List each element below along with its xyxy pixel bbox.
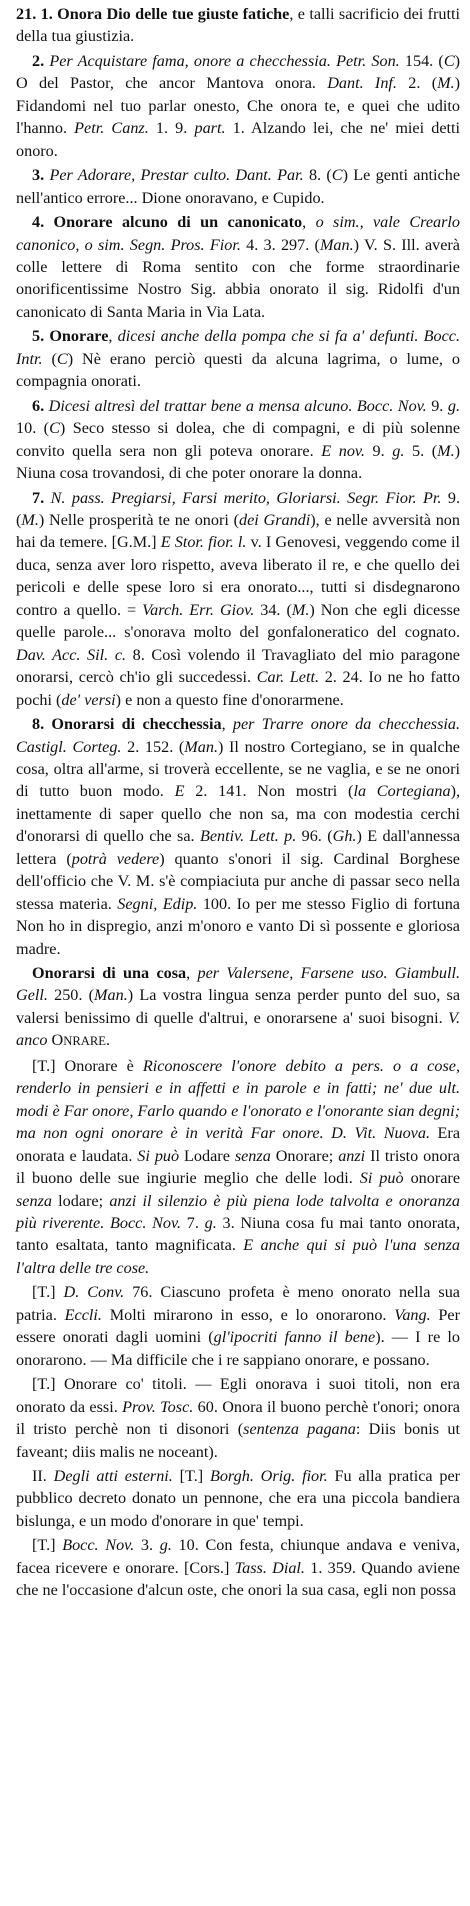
entry-citation: Gh. (332, 827, 357, 846)
entry-text: ), e nelle avversità non hai da temere. [G.M.] (16, 510, 460, 552)
entry-text: 8. Così volendo il Travagliato del mio paragone onorarsi, cercò ch'io gli succedessi. (16, 645, 460, 687)
entry-citation: Man. (319, 235, 354, 254)
entry-headword: 8. Onorarsi di checchessia (32, 715, 222, 734)
entry-paragraph (16, 164, 460, 209)
entry-text: 250. ( (47, 986, 95, 1005)
entry-citation: Tass. Dial. (234, 1558, 305, 1577)
entry-citation: Varch. Err. Giov. (142, 600, 255, 619)
entry-text: 10. Con festa, chiunque andava e veniva, facea ricevere e onorare. [Cors.] (16, 1536, 461, 1577)
entry-text: , (186, 964, 198, 983)
entry-paragraph (16, 1055, 460, 1280)
entry-text: ) Non che egli dicesse quelle parole... s'onorava molto del gonfaloneratico del cognato. (16, 600, 461, 642)
entry-paragraph (16, 962, 460, 1053)
entry-text: , (108, 327, 118, 346)
entry-text: ( (42, 349, 57, 368)
entry-citation: senza (234, 1146, 271, 1165)
entry-paragraph (16, 325, 460, 392)
entry-headword: Onorarsi di una cosa (32, 964, 187, 983)
entry-paragraph (16, 1534, 460, 1601)
entry-text: , e talli sacrificio dei frutti della tua giustizia. (16, 5, 460, 46)
entry-citation: gl'ipocriti fanno il bene (213, 1328, 376, 1347)
entry-text: [T.] (32, 1536, 63, 1555)
entry-text: 1. 9. (148, 119, 195, 138)
entry-citation: Eccli. (64, 1305, 102, 1324)
entry-text: ), inettamente di saper quello che non sa, ma con modestia cerchi d'onorarsi di quello che sa. (16, 782, 460, 846)
entry-text: Onorare; (270, 1146, 339, 1165)
entry-text: 10. ( (16, 419, 50, 438)
entry-text: [T.] (32, 1283, 64, 1302)
entry-citation: C (443, 51, 455, 70)
entry-paragraph (16, 50, 460, 162)
entry-citation: Car. Lett. (256, 668, 320, 687)
entry-text: ). — I re lo onorarono. — Ma difficile che i re sappiano onorare, e possano. (16, 1328, 460, 1369)
entry-citation: anzi (338, 1146, 366, 1165)
entry-citation: Segni, Edip. (117, 894, 198, 913)
entry-citation: g. (159, 1536, 172, 1555)
entry-headword: 6. (32, 396, 49, 415)
entry-citation: dei Grandi (239, 510, 311, 529)
entry-citation: Prov. Tosc. (122, 1397, 194, 1416)
entry-citation: Dant. Inf. (327, 74, 397, 93)
entry-text: Il tristo onora il buono delle sue ingiurie meglio che delle lodi. (16, 1146, 460, 1188)
entry-text: 9. ( (16, 488, 461, 529)
entry-headword: 5. Onorare (32, 327, 109, 346)
entry-column (16, 3, 460, 1602)
entry-text: 100. Io per me stesso Figlio di fortuna Non ho in dispregio, anzi m'onoro e vanto Di sì possente e gloriosa madre. (16, 894, 460, 958)
entry-headword: 2. (32, 51, 50, 70)
entry-text: 5. ( (404, 441, 438, 460)
entry-headword: 3. (32, 166, 50, 185)
entry-citation: Bentiv. Lett. p. (199, 827, 297, 846)
entry-citation: E anche qui si può l'una senza l'altra delle tre cose. (16, 1236, 460, 1277)
entry-text: ) Le genti antiche nell'antico errore... Dione onoravano, e Cupido. (16, 166, 461, 207)
entry-citation: dicesi anche della pompa che si fa a' defunti. Bocc. Intr. (16, 327, 461, 368)
entry-citation: E (174, 782, 185, 801)
entry-text: . (106, 1031, 111, 1050)
entry-citation: Si può (137, 1146, 180, 1165)
entry-text: 3. (134, 1536, 160, 1555)
entry-text: ) O del Pastor, che ancor Mantova onora. (16, 51, 461, 93)
entry-text: 34. ( (254, 600, 292, 619)
entry-citation: per Valersene, Farsene uso. Giambull. Gell. (16, 964, 460, 1005)
entry-text: ) E dall'annessa lettera ( (16, 827, 461, 868)
entry-text: 1. 359. Quando aviene che ne l'occasione d'alcun oste, che onori la sua casa, egli non possa (16, 1558, 460, 1600)
entry-text: 154. ( (399, 51, 444, 70)
entry-text: 7. (181, 1214, 205, 1233)
entry-citation: M. (437, 441, 455, 460)
entry-text: NRARE (63, 1034, 107, 1049)
entry-citation: N. pass. Pregiarsi, Farsi merito, Gloriarsi. Segr. Fior. Pr. (50, 488, 442, 507)
entry-text: [T.] Onorare co' titoli. — Egli onorava i suoi titoli, non era onorato da essi. (16, 1375, 460, 1416)
entry-citation: o sim., vale Crearlo canonico, o sim. Segn. Pros. Fior. (16, 213, 461, 254)
entry-paragraph (16, 395, 460, 485)
entry-text: ) La vostra lingua senza perder punto del suo, sa valersi benissimo di quelle d'altrui, e onorarsene a' suoi bisogni. (16, 986, 461, 1027)
entry-citation: la Cortegiana (353, 782, 451, 801)
entry-headword: 7. (32, 488, 51, 507)
entry-citation: Borgh. Orig. fior. (209, 1467, 328, 1485)
entry-citation: Riconoscere l'onore debito a pers. o a cose, renderlo in pensieri e in affetti e in parole e in fatti; ne' due ult. modi è Far onore, Farlo quando e l'onorato e l'onorante sian degni; ma non ogni onorare è in verità Far onore. D. Vit. Nuova. (16, 1056, 460, 1143)
entry-text: ) quanto s'onori il sig. Cardinal Borghese dell'officio che V. M. s'è compiaciuta pur anche di passar seco nella stessa materia. (16, 849, 460, 913)
entry-paragraph (16, 1373, 460, 1463)
entry-text: Lodare (179, 1146, 235, 1165)
entry-citation: E Stor. fior. l. (160, 533, 247, 552)
entry-text: : Diis bonis ut faveant; diis malis ne noceant). (16, 1420, 460, 1461)
entry-citation: D. Conv. (63, 1283, 125, 1302)
entry-text: 2. ( (396, 74, 438, 93)
entry-citation: M. (437, 74, 455, 93)
entry-text: ) V. S. Ill. averà colle lettere di Roma sentito con che forme straordinarie onorificentissime Nostro Sig. abbia onorato il sig. Ridolfi d'un canonicato di Santa Maria in Via Lata. (16, 235, 460, 321)
entry-text: 96. ( (296, 827, 333, 846)
entry-text: ) Seco stesso si dolea, che di compagni, e di più solenne convito quella sera non gli poteva onorare. (16, 419, 461, 460)
entry-citation: Bocc. Nov. (62, 1536, 135, 1555)
entry-text: 9. (364, 441, 393, 460)
entry-text: Era onorata e laudata. (16, 1124, 461, 1165)
entry-citation: E nov. (321, 441, 365, 460)
entry-text: 60. Onora il buono perchè t'onori; onora il tristo perchè non ti disonori ( (16, 1397, 460, 1439)
entry-citation: senza (16, 1191, 52, 1210)
entry-paragraph (16, 1281, 460, 1371)
entry-citation: C (56, 349, 68, 368)
entry-paragraph (16, 487, 460, 712)
entry-text: 4. 3. 297. ( (240, 235, 320, 254)
entry-citation: per Trarre onore da checchessia. Castigl. Corteg. (16, 715, 461, 756)
entry-text: Molti mirarono in esso, e lo onorarono. (101, 1305, 395, 1324)
entry-citation: Si può (359, 1169, 404, 1188)
entry-citation: anzi il silenzio è più piena lode talvolta e onoranza più riverente. Bocc. Nov. (16, 1191, 460, 1233)
entry-citation: g. (392, 441, 405, 460)
entry-citation: potrà vedere (71, 849, 160, 868)
entry-citation: Man. (184, 737, 218, 756)
entry-paragraph (16, 211, 460, 323)
entry-citation: Dav. Acc. Sil. c. (16, 645, 127, 664)
entry-citation: Petr. Canz. (74, 119, 149, 138)
entry-paragraph (16, 1465, 460, 1532)
entry-text: 8. ( (303, 166, 332, 185)
entry-headword: 21. 1. Onora Dio delle tue giuste fatiche (16, 5, 290, 23)
entry-text: Per essere onorati dagli uomini ( (16, 1305, 460, 1347)
entry-citation: Per Adorare, Prestar culto. Dant. Par. (49, 166, 304, 185)
entry-text: 1. Alzando lei, che ne' miei detti onoro. (16, 119, 461, 160)
entry-citation: M. (21, 510, 39, 529)
entry-citation: part. (194, 119, 226, 138)
entry-text: lodare; (51, 1191, 110, 1210)
entry-text: 2. 24. Io ne ho fatto pochi ( (16, 668, 461, 709)
entry-text: 9. (426, 396, 448, 415)
entry-text: ) Fidandomi nel tuo parlar onesto, Che onora te, e quei che udito l'hanno. (16, 74, 460, 138)
entry-text: 2. 141. Non mostri ( (184, 782, 354, 801)
entry-text: , (302, 213, 316, 232)
entry-citation: Degli atti esterni. (53, 1467, 173, 1485)
entry-text: , (221, 715, 233, 734)
entry-citation: de' versi (61, 690, 116, 709)
entry-citation: C (331, 166, 343, 185)
entry-citation: Dicesi altresì del trattar bene a mensa alcuno. Bocc. Nov. (48, 396, 427, 415)
entry-citation: g. (204, 1214, 217, 1233)
entry-citation: Vang. (394, 1305, 431, 1324)
entry-text: ) Nelle prosperità te ne onori ( (38, 510, 239, 529)
entry-text: ) Niuna cosa trovandosi, di che poter onorare la donna. (16, 441, 461, 483)
entry-text: O (47, 1031, 64, 1050)
entry-text: [T.] Onorare è (32, 1056, 143, 1075)
entry-text: II. (32, 1467, 54, 1485)
entry-text: ) Nè erano perciò questi da alcuna lagrima, o lume, o compagnia onorati. (16, 349, 460, 391)
entry-text: 3. Niuna cosa fu mai tanto onorata, tanto esaltata, tanto magnificata. (16, 1214, 460, 1255)
entry-headword: 4. Onorare alcuno di un canonicato (32, 213, 303, 232)
entry-text: onorare (403, 1169, 461, 1188)
entry-paragraph (16, 713, 460, 960)
entry-paragraph (16, 3, 460, 48)
entry-citation: Man. (94, 986, 128, 1005)
entry-citation: C (49, 419, 60, 438)
entry-text: ) e non a questo fine d'onorarmene. (115, 690, 344, 709)
entry-text: ) Il nostro Cortegiano, se in qualche cosa, oltra all'arme, si troverà eccellente, se ne vaglia, e se ne onori di tutto buon modo. (16, 737, 460, 801)
entry-citation: V. anco (16, 1008, 460, 1050)
entry-text: [T.] (172, 1467, 210, 1485)
entry-text: v. I Genovesi, veggendo come il duca, senza aver loro rispetto, aveva liberato il re, e che quello dei pericoli e delle spese loro si era onorato..., tutti si disdegnarono contro a quello. = (16, 533, 461, 619)
entry-text: 76. Ciascuno profeta è meno onorato nella sua patria. (16, 1283, 460, 1324)
entry-text: Fu alla pratica per pubblico decreto donato un pennone, che era una piccola bandiera bislunga, e un modo d'onorare in que' tempi. (16, 1467, 461, 1530)
entry-citation: Per Acquistare fama, onore a checchessia. Petr. Son. (49, 51, 400, 70)
entry-text: 2. 152. ( (121, 737, 185, 756)
entry-citation: g. (447, 396, 460, 415)
entry-citation: sentenza pagana (243, 1420, 356, 1439)
entry-citation: M. (291, 600, 310, 619)
